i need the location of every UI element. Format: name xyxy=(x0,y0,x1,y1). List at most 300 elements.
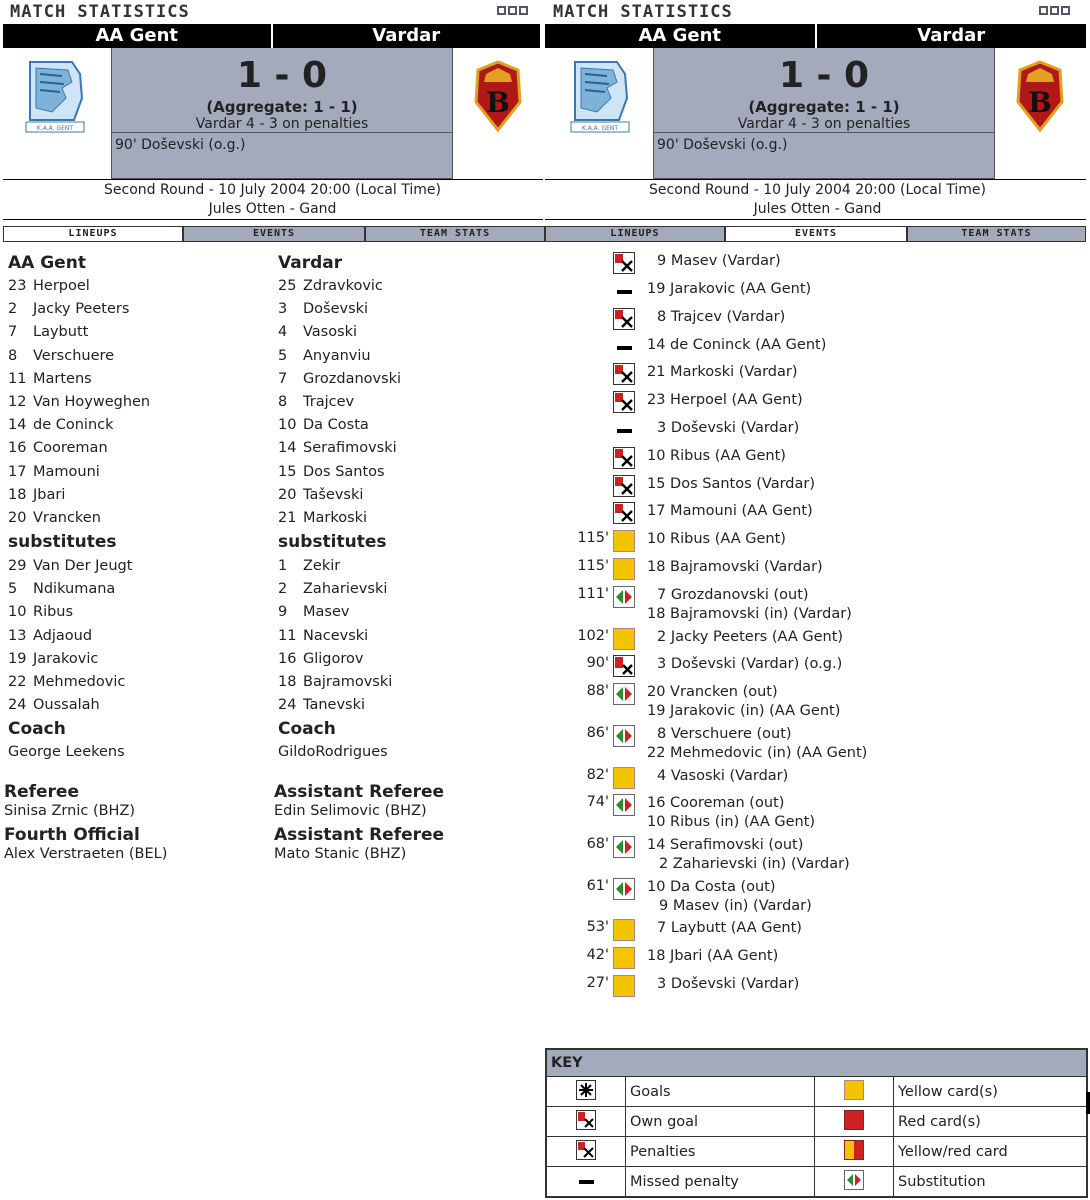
player-name: Vrancken xyxy=(33,510,101,527)
event-text xyxy=(647,878,812,916)
team-bar xyxy=(3,24,540,48)
player-number: 2 xyxy=(278,581,288,598)
penalty-icon xyxy=(613,363,635,385)
event-text xyxy=(647,683,840,721)
player-row xyxy=(278,601,392,624)
player-number: 2 xyxy=(8,301,18,318)
player-name: Tanevski xyxy=(303,697,366,714)
player-row xyxy=(8,437,150,460)
home-subs-heading: substitutes xyxy=(8,532,117,552)
divider xyxy=(545,179,1086,180)
key-label-substitution: Substitution xyxy=(894,1167,1087,1197)
player-name: Zekir xyxy=(303,558,341,574)
team-bar xyxy=(545,24,1086,48)
event-row xyxy=(545,447,1090,474)
event-text xyxy=(647,836,850,874)
restore-icon[interactable] xyxy=(1050,6,1059,15)
event-line: 19 Jarakovic (in) (AA Gent) xyxy=(647,703,841,719)
event-minute: 74' xyxy=(586,794,609,810)
event-row xyxy=(545,586,1090,622)
tab-lineups[interactable]: LINEUPS xyxy=(545,226,725,242)
event-text xyxy=(647,252,781,271)
player-name: Verschuere xyxy=(33,347,115,364)
event-row xyxy=(545,683,1090,719)
player-number: 24 xyxy=(8,697,27,714)
event-line: 9 Masev (Vardar) xyxy=(657,253,781,269)
player-number: 10 xyxy=(278,417,297,434)
event-text xyxy=(647,975,799,994)
home-team-logo xyxy=(22,58,88,138)
penalties-result: Vardar 4 - 3 on penalties xyxy=(737,116,911,132)
player-row xyxy=(278,298,401,321)
missed-penalty-icon xyxy=(547,1167,626,1197)
yellow-red-card-icon xyxy=(815,1137,894,1167)
away-subs-heading: substitutes xyxy=(278,532,387,552)
event-row xyxy=(545,308,1090,335)
player-row xyxy=(8,345,150,368)
player-name: de Coninck xyxy=(33,417,114,434)
event-line: 10 Ribus (AA Gent) xyxy=(647,531,786,547)
fourth-official-label: Fourth Official xyxy=(4,825,140,845)
player-name: Zaharievski xyxy=(303,581,388,598)
substitution-icon xyxy=(613,683,635,705)
yellow-card-icon xyxy=(613,628,635,650)
player-number: 23 xyxy=(8,278,27,294)
fourth-official: Alex Verstraeten (BEL) xyxy=(4,846,168,862)
player-number: 18 xyxy=(8,486,27,503)
player-name: Doševski xyxy=(303,301,369,318)
player-name: Jarakovic xyxy=(33,650,99,667)
away-lineup-heading: Vardar xyxy=(278,253,343,273)
player-name: Jbari xyxy=(33,486,66,503)
event-text xyxy=(647,947,778,966)
penalty-icon xyxy=(613,502,635,524)
player-number: 15 xyxy=(278,463,297,480)
player-number: 11 xyxy=(278,627,297,644)
substitution-icon xyxy=(613,794,635,816)
event-line: 4 Vasoski (Vardar) xyxy=(657,768,789,784)
event-line: 14 Serafimovski (out) xyxy=(647,837,804,853)
event-text xyxy=(647,475,815,494)
window-buttons xyxy=(1039,6,1070,15)
player-row xyxy=(8,555,132,578)
player-number: 29 xyxy=(8,558,27,574)
player-row xyxy=(8,578,132,601)
window-buttons xyxy=(497,6,528,15)
event-text xyxy=(647,558,823,577)
event-row xyxy=(545,391,1090,418)
svg-text:B: B xyxy=(486,86,510,119)
event-row xyxy=(545,878,1090,914)
player-row xyxy=(278,414,401,437)
player-name: Bajramovski xyxy=(303,674,393,691)
key-label-own-goal: Own goal xyxy=(626,1107,815,1137)
event-text xyxy=(647,419,799,438)
key-legend xyxy=(545,1048,1088,1198)
event-row xyxy=(545,530,1090,557)
event-text xyxy=(647,655,842,674)
event-minute: 86' xyxy=(586,725,609,741)
player-name: Serafimovski xyxy=(303,440,397,457)
player-name: Gligorov xyxy=(303,650,364,667)
away-team-name: Vardar xyxy=(917,25,986,46)
player-number: 22 xyxy=(8,674,27,691)
event-line: 7 Laybutt (AA Gent) xyxy=(657,920,802,936)
event-row xyxy=(545,475,1090,502)
yellow-card-icon xyxy=(613,530,635,552)
close-icon[interactable] xyxy=(1061,6,1070,15)
player-name: Laybutt xyxy=(33,324,89,341)
svg-text:K.A.A. GENT: K.A.A. GENT xyxy=(581,125,619,132)
match-venue: Jules Otten - Gand xyxy=(208,201,337,217)
event-row xyxy=(545,975,1090,1002)
player-name: Van Hoyweghen xyxy=(33,394,151,411)
player-row xyxy=(278,461,401,484)
event-text xyxy=(647,280,811,299)
substitution-icon xyxy=(613,586,635,608)
event-row xyxy=(545,767,1090,794)
penalty-icon xyxy=(613,447,635,469)
missed-penalty-icon xyxy=(617,429,632,433)
player-row xyxy=(8,461,150,484)
event-minute: 53' xyxy=(586,919,609,935)
event-line: 10 Ribus (AA Gent) xyxy=(647,448,786,464)
penalty-icon xyxy=(547,1137,626,1167)
player-row xyxy=(8,625,132,648)
own-goal-icon xyxy=(547,1107,626,1137)
event-line: 21 Markoski (Vardar) xyxy=(647,364,798,380)
player-number: 20 xyxy=(278,486,297,503)
tab-team-stats[interactable]: TEAM STATS xyxy=(907,226,1086,242)
event-line: 14 de Coninck (AA Gent) xyxy=(647,337,827,353)
player-row xyxy=(278,555,392,578)
substitution-icon xyxy=(815,1167,894,1197)
player-row xyxy=(278,391,401,414)
player-name: Nacevski xyxy=(303,627,369,644)
yellow-card-icon xyxy=(815,1077,894,1107)
player-number: 14 xyxy=(278,440,297,457)
goal-icon xyxy=(547,1077,626,1107)
event-line: 9 Masev (in) (Vardar) xyxy=(659,898,812,914)
player-number: 14 xyxy=(8,417,27,434)
player-number: 5 xyxy=(278,347,288,364)
player-name: Oussalah xyxy=(33,697,100,714)
player-row xyxy=(278,368,401,391)
player-row xyxy=(278,321,401,344)
home-lineup-heading: AA Gent xyxy=(8,253,86,273)
event-line: 18 Bajramovski (Vardar) xyxy=(647,559,823,575)
referee: Sinisa Zrnic (BHZ) xyxy=(4,803,136,819)
event-minute: 102' xyxy=(577,628,609,644)
player-name: Dos Santos xyxy=(303,463,385,480)
player-row xyxy=(8,601,132,624)
player-name: Taševski xyxy=(303,486,364,503)
player-row xyxy=(8,298,150,321)
event-text xyxy=(647,794,815,832)
event-line: 3 Doševski (Vardar) xyxy=(657,976,800,992)
event-line: 15 Dos Santos (Vardar) xyxy=(647,476,816,492)
event-line: 2 Jacky Peeters (AA Gent) xyxy=(657,629,844,645)
event-line: 17 Mamouni (AA Gent) xyxy=(647,503,813,519)
scorers-box xyxy=(653,132,995,179)
event-row xyxy=(545,794,1090,830)
divider xyxy=(545,219,1086,220)
yellow-card-icon xyxy=(613,975,635,997)
minimize-icon[interactable] xyxy=(1039,6,1048,15)
player-number: 21 xyxy=(278,510,297,527)
player-row xyxy=(278,484,401,507)
player-number: 7 xyxy=(8,324,18,341)
tab-events[interactable]: EVENTS xyxy=(183,226,365,242)
player-row xyxy=(278,694,392,717)
assistant-referee: Mato Stanic (BHZ) xyxy=(274,846,407,862)
aggregate: (Aggregate: 1 - 1) xyxy=(748,98,900,116)
player-name: Anyanviu xyxy=(303,347,371,364)
away-subs-list xyxy=(278,555,392,717)
event-minute: 115' xyxy=(577,530,609,546)
away-coach-heading: Coach xyxy=(278,719,336,739)
key-label-red: Red card(s) xyxy=(894,1107,1087,1137)
score-box xyxy=(111,48,453,132)
player-number: 13 xyxy=(8,627,27,644)
divider xyxy=(3,219,543,220)
player-number: 1 xyxy=(278,558,288,574)
player-name: Markoski xyxy=(303,510,368,527)
scorer-line: 90' Doševski (o.g.) xyxy=(657,137,788,153)
event-line: 3 Doševski (Vardar) (o.g.) xyxy=(657,656,843,672)
aggregate: (Aggregate: 1 - 1) xyxy=(206,98,358,116)
away-team-logo xyxy=(470,58,526,138)
match-round: Second Round - 10 July 2004 20:00 (Local Time) xyxy=(649,182,986,198)
scorers-box xyxy=(111,132,453,179)
player-number: 16 xyxy=(278,650,297,667)
event-line: 23 Herpoel (AA Gent) xyxy=(647,392,803,408)
svg-text:B: B xyxy=(1028,86,1052,119)
player-number: 18 xyxy=(278,674,297,691)
player-number: 11 xyxy=(8,370,27,387)
substitution-icon xyxy=(613,836,635,858)
player-number: 12 xyxy=(8,394,27,411)
event-text xyxy=(647,530,786,549)
event-row xyxy=(545,725,1090,761)
panel-title: MATCH STATISTICS xyxy=(10,2,190,22)
player-name: Jacky Peeters xyxy=(33,301,130,318)
minimize-icon[interactable] xyxy=(497,6,506,15)
key-label-penalties: Penalties xyxy=(626,1137,815,1167)
event-text xyxy=(647,447,786,466)
assistant-referee-label: Assistant Referee xyxy=(274,782,445,802)
penalty-icon xyxy=(613,475,635,497)
player-name: Da Costa xyxy=(303,417,369,434)
penalty-icon xyxy=(613,391,635,413)
home-coach-heading: Coach xyxy=(8,719,66,739)
away-starters-list xyxy=(278,275,401,530)
panel-title: MATCH STATISTICS xyxy=(553,2,733,22)
event-text xyxy=(647,308,785,327)
event-text xyxy=(647,919,802,938)
score: 1 - 0 xyxy=(778,55,870,96)
event-minute: 88' xyxy=(586,683,609,699)
assistant-referee: Edin Selimovic (BHZ) xyxy=(274,803,427,819)
event-line: 7 Grozdanovski (out) xyxy=(657,587,809,603)
substitution-icon xyxy=(613,878,635,900)
event-line: 18 Bajramovski (in) (Vardar) xyxy=(647,606,852,622)
event-minute: 42' xyxy=(586,947,609,963)
player-number: 7 xyxy=(278,370,288,387)
event-text xyxy=(647,363,798,382)
event-text xyxy=(647,336,826,355)
player-number: 19 xyxy=(8,650,27,667)
player-row xyxy=(8,648,132,671)
key-label-goals: Goals xyxy=(626,1077,815,1107)
event-minute: 90' xyxy=(586,655,609,671)
player-name: Herpoel xyxy=(33,278,90,294)
event-row xyxy=(545,947,1090,974)
player-row xyxy=(8,391,150,414)
player-row xyxy=(8,484,150,507)
penalty-icon xyxy=(613,252,635,274)
player-row xyxy=(278,671,392,694)
player-row xyxy=(278,578,392,601)
tab-team-stats[interactable]: TEAM STATS xyxy=(365,226,545,242)
event-text xyxy=(647,391,803,410)
event-row xyxy=(545,502,1090,529)
home-team-name: AA Gent xyxy=(638,25,722,46)
player-number: 17 xyxy=(8,463,27,480)
player-number: 16 xyxy=(8,440,27,457)
yellow-card-icon xyxy=(613,919,635,941)
player-name: Cooreman xyxy=(33,440,108,457)
event-row xyxy=(545,252,1090,279)
assistant-referee-label: Assistant Referee xyxy=(274,825,445,845)
event-line: 2 Zaharievski (in) (Vardar) xyxy=(659,856,850,872)
player-number: 25 xyxy=(278,278,297,294)
event-line: 8 Trajcev (Vardar) xyxy=(657,309,786,325)
player-name: Trajcev xyxy=(303,394,355,411)
player-number: 4 xyxy=(278,324,288,341)
substitution-icon xyxy=(613,725,635,747)
player-name: Van Der Jeugt xyxy=(33,558,133,574)
home-subs-list xyxy=(8,555,132,717)
key-label-yellow-red: Yellow/red card xyxy=(894,1137,1087,1167)
event-minute: 115' xyxy=(577,558,609,574)
tab-events[interactable]: EVENTS xyxy=(725,226,907,242)
event-line: 10 Ribus (in) (AA Gent) xyxy=(647,814,816,830)
scorer-line: 90' Doševski (o.g.) xyxy=(115,137,246,153)
key-label-yellow: Yellow card(s) xyxy=(894,1077,1087,1107)
player-name: Zdravkovic xyxy=(303,278,383,294)
event-row xyxy=(545,280,1090,307)
away-coach: GildoRodrigues xyxy=(278,744,388,760)
event-line: 8 Verschuere (out) xyxy=(657,726,792,742)
event-line: 3 Doševski (Vardar) xyxy=(657,420,800,436)
event-line: 19 Jarakovic (AA Gent) xyxy=(647,281,812,297)
player-row xyxy=(8,507,150,530)
player-number: 20 xyxy=(8,510,27,527)
missed-penalty-icon xyxy=(617,290,632,294)
score: 1 - 0 xyxy=(236,55,328,96)
divider xyxy=(3,179,543,180)
event-text xyxy=(647,502,813,521)
player-row xyxy=(8,321,150,344)
event-text xyxy=(647,767,788,786)
player-name: Adjaoud xyxy=(33,627,93,644)
event-row xyxy=(545,628,1090,655)
player-row xyxy=(278,625,392,648)
player-name: Masev xyxy=(303,604,350,621)
player-number: 8 xyxy=(8,347,18,364)
close-icon[interactable] xyxy=(519,6,528,15)
player-row xyxy=(278,275,401,298)
event-row xyxy=(545,419,1090,446)
tab-bar xyxy=(545,226,1086,242)
player-number: 3 xyxy=(278,301,288,318)
event-line: 20 Vrancken (out) xyxy=(647,684,778,700)
player-name: Ribus xyxy=(33,604,74,621)
event-text xyxy=(647,725,867,763)
player-name: Grozdanovski xyxy=(303,370,402,387)
player-row xyxy=(8,368,150,391)
event-minute: 68' xyxy=(586,836,609,852)
away-team-logo xyxy=(1012,58,1068,138)
referee-label: Referee xyxy=(4,782,79,802)
event-minute: 111' xyxy=(577,586,609,602)
player-name: Ndikumana xyxy=(33,581,116,598)
player-number: 8 xyxy=(278,394,288,411)
event-row xyxy=(545,363,1090,390)
restore-icon[interactable] xyxy=(508,6,517,15)
tab-bar xyxy=(3,226,545,242)
player-row xyxy=(8,275,150,298)
player-row xyxy=(278,507,401,530)
key-title: KEY xyxy=(547,1050,1087,1077)
home-team-logo xyxy=(567,58,633,138)
score-box xyxy=(653,48,995,132)
event-row xyxy=(545,655,1090,682)
red-card-icon xyxy=(815,1107,894,1137)
yellow-card-icon xyxy=(613,767,635,789)
match-round: Second Round - 10 July 2004 20:00 (Local Time) xyxy=(104,182,441,198)
player-name: Mehmedovic xyxy=(33,674,126,691)
penalties-result: Vardar 4 - 3 on penalties xyxy=(195,116,369,132)
player-name: Martens xyxy=(33,370,92,387)
events-panel xyxy=(545,0,1090,1200)
event-line: 22 Mehmedovic (in) (AA Gent) xyxy=(647,745,868,761)
event-row xyxy=(545,836,1090,872)
player-number: 10 xyxy=(8,604,27,621)
player-row xyxy=(8,694,132,717)
match-venue: Jules Otten - Gand xyxy=(753,201,882,217)
player-number: 5 xyxy=(8,581,18,598)
missed-penalty-icon xyxy=(617,346,632,350)
tab-lineups[interactable]: LINEUPS xyxy=(3,226,183,242)
event-row xyxy=(545,558,1090,585)
player-number: 24 xyxy=(278,697,297,714)
event-line: 16 Cooreman (out) xyxy=(647,795,785,811)
event-minute: 61' xyxy=(586,878,609,894)
player-row xyxy=(8,671,132,694)
player-number: 9 xyxy=(278,604,288,621)
player-row xyxy=(8,414,150,437)
player-name: Vasoski xyxy=(303,324,358,341)
event-minute: 27' xyxy=(586,975,609,991)
home-starters-list xyxy=(8,275,150,530)
event-text xyxy=(647,628,843,647)
event-line: 10 Da Costa (out) xyxy=(647,879,776,895)
event-row xyxy=(545,919,1090,946)
player-name: Mamouni xyxy=(33,463,100,480)
home-team-name: AA Gent xyxy=(95,25,179,46)
